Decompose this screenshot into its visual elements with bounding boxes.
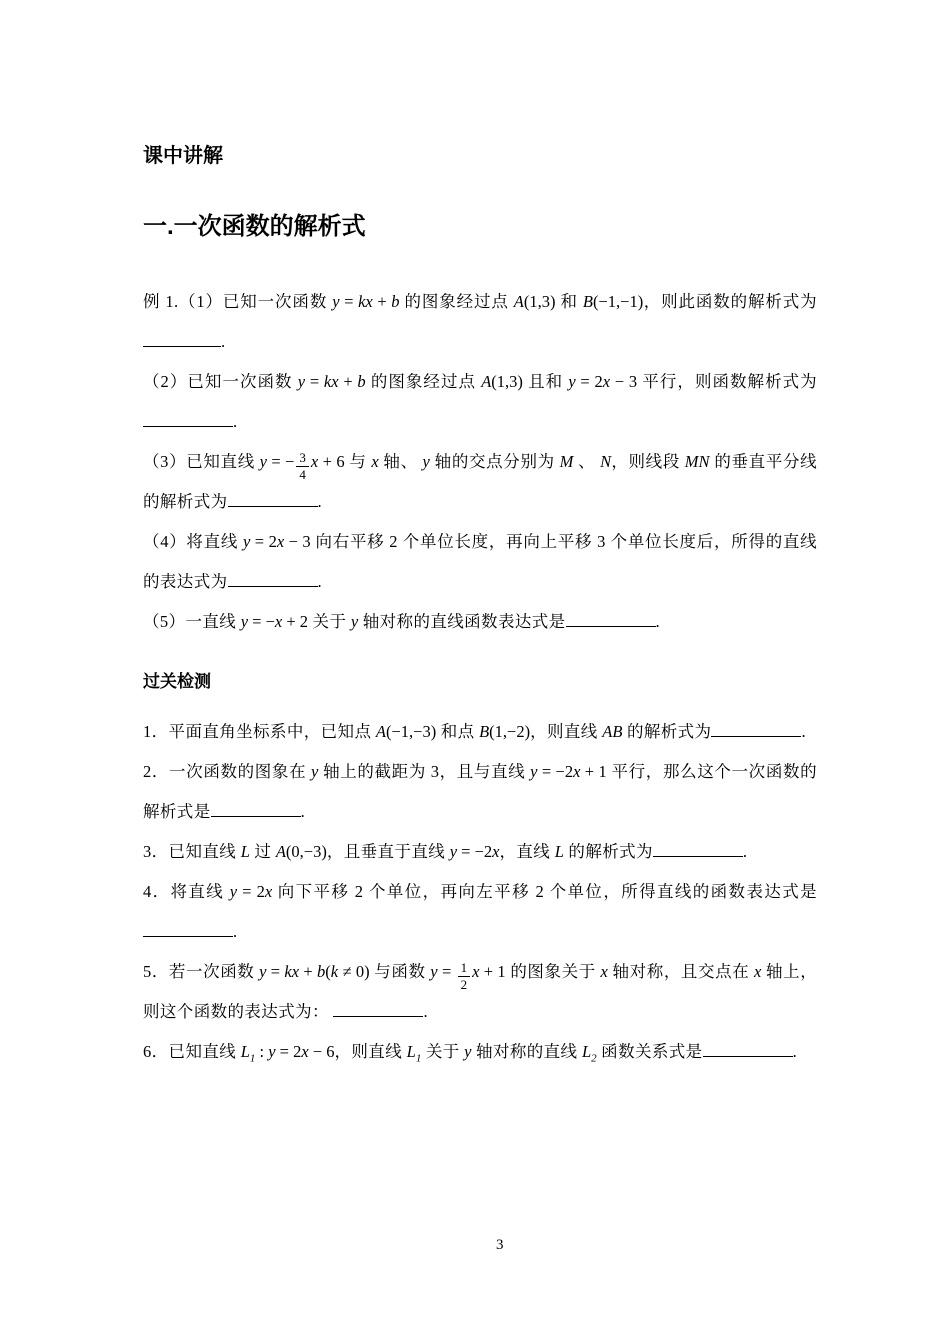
answer-blank [211,799,301,817]
math-run: y = kx + b(k ≠ 0) [259,962,370,981]
text-run: （4）将直线 [143,532,243,551]
math-run: y = [430,962,452,981]
question-6 [143,1032,817,1072]
math-run: L [240,1042,250,1061]
text-run: 4．将直线 [143,882,230,901]
answer-blank [228,489,318,507]
text-run: 的解析式为 [622,722,712,741]
text-run: 的图象关于 [505,962,601,981]
answer-blank [703,1039,793,1057]
fraction [458,961,471,991]
text-run: 向下平移 2 个单位，再向左平移 2 个单位，所得直线的函数表达式是 [272,882,818,901]
math-run: y = 2x − 3 [568,372,638,391]
text-run: ，则线段 [611,452,685,471]
math-run: A(1,3) [513,292,556,311]
text-run: . [233,412,238,431]
math-run: y [350,612,359,631]
fraction [296,451,309,481]
math-run: y = − [259,452,295,471]
checkpoint-heading: 过关检测 [143,672,211,691]
text-run: . [742,842,748,861]
text-run: 的图象经过点 [365,372,482,391]
fraction-denominator: 4 [299,467,306,482]
math-run: B(1,−2) [479,722,531,741]
math-run: B(−1,−1) [582,292,644,311]
text-run: 5．若一次函数 [143,962,260,981]
text-run: . [801,722,806,741]
math-run: x + 6 [310,452,345,471]
math-run: y = kx + b [297,372,366,391]
text-run: . [655,612,661,631]
section-heading: 一.一次函数的解析式 [143,213,366,240]
answer-blank [143,919,233,937]
text-run: 例 1.（1）已知一次函数 [143,292,333,311]
lecture-heading: 课中讲解 [143,145,223,167]
text-run: 和点 [436,722,480,741]
fraction-numerator: 3 [296,451,309,467]
math-run: L [406,1042,416,1061]
text-run: 1．平面直角坐标系中，已知点 [143,722,376,741]
math-run: L [581,1042,592,1061]
text-run: ，则直线 [334,1042,407,1061]
text-run: 向右平移 2 个单位长度，再向上平移 3 个单位长度后，所得的直线的表达式为 [143,532,818,591]
example1-part3 [143,442,817,522]
text-run: . [317,572,323,591]
math-run: L [554,842,564,861]
math-run: y = kx + b [332,292,400,311]
math-run: y = 2x [229,882,273,901]
answer-blank [653,839,743,857]
example1-part1 [143,282,817,362]
text-run: 轴对称，且交点在 [607,962,754,981]
text-run: 且和 [522,372,569,391]
math-run: y = −2x [449,842,500,861]
text-run: 过 [249,842,276,861]
text-run: 的垂直平分线的解析式为 [143,452,818,511]
math-run: x [600,962,608,981]
text-run: 的图象经过点 [399,292,514,311]
math-run: y [464,1042,472,1061]
answer-blank [143,409,233,427]
example1-part4 [143,522,817,602]
math-run: AB [602,722,623,741]
text-run: 轴对称的直线 [471,1042,582,1061]
text-run: ，直线 [499,842,555,861]
math-run: y = −x + 2 [240,612,309,631]
math-subscript: 1 [249,1052,256,1065]
math-run: : y = 2x − 6 [259,1042,335,1061]
math-run: x + 1 [472,962,506,981]
text-run: 关于 [421,1042,465,1061]
text-run: 函数关系式是 [596,1042,703,1061]
text-run: （3）已知直线 [143,452,260,471]
answer-blank [711,719,801,737]
math-run: x [754,962,762,981]
question-3 [143,832,817,872]
text-run: 轴上的截距为 3，且与直线 [318,762,531,781]
math-run: A(0,−3) [275,842,327,861]
math-run: A(−1,−3) [375,722,437,741]
text-run: 与函数 [369,962,431,981]
text-run: . [300,802,306,821]
answer-blank [333,999,423,1017]
text-run: . [221,332,226,351]
question-5 [143,952,817,1032]
text-run: 的解析式为 [563,842,653,861]
text-run: ，则直线 [530,722,603,741]
example1-part5 [143,602,817,642]
text-run: . [233,922,238,941]
text-run: . [423,1002,428,1021]
text-run: 轴对称的直线函数表达式是 [358,612,566,631]
math-run: M [559,452,574,471]
page-number: 3 [496,1237,504,1253]
answer-blank [143,329,221,347]
text-run: . [792,1042,798,1061]
math-run: y = 2x − 3 [242,532,311,551]
fraction-numerator: 1 [458,961,471,977]
answer-blank [228,569,318,587]
question-1 [143,712,817,752]
text-run: （5）一直线 [143,612,241,631]
question-2 [143,752,817,832]
text-run: 平行，则函数解析式为 [637,372,818,391]
fraction-denominator: 2 [460,977,468,992]
text-run: ，则此函数的解析式为 [643,292,818,311]
math-run: y [310,762,319,781]
math-run: y [422,452,430,471]
text-run: 轴、 [378,452,423,471]
text-run: 6．已知直线 [143,1042,241,1061]
text-run: 轴上，则这个函数的表达式为： [143,962,818,1021]
text-run: . [317,492,323,511]
text-run: ，且垂直于直线 [326,842,450,861]
math-run: MN [684,452,710,471]
example1-part2 [143,362,817,442]
text-run: 平行，那么这个一次函数的解析式是 [143,762,818,821]
text-run: 与 [344,452,372,471]
question-4 [143,872,817,952]
text-run: 3．已知直线 [143,842,241,861]
text-run: （2）已知一次函数 [143,372,298,391]
text-run: 和 [555,292,583,311]
text-run: 2．一次函数的图象在 [143,762,311,781]
math-subscript: 2 [591,1052,597,1065]
math-run: y = −2x + 1 [530,762,607,781]
math-run: x [371,452,379,471]
math-subscript: 1 [415,1052,422,1065]
answer-blank [566,609,656,627]
math-run: L [240,842,250,861]
text-run: 关于 [308,612,351,631]
text-run: 轴的交点分别为 [429,452,560,471]
math-run: N [600,452,612,471]
text-run: 、 [573,452,601,471]
math-run: A(1,3) [481,372,523,391]
